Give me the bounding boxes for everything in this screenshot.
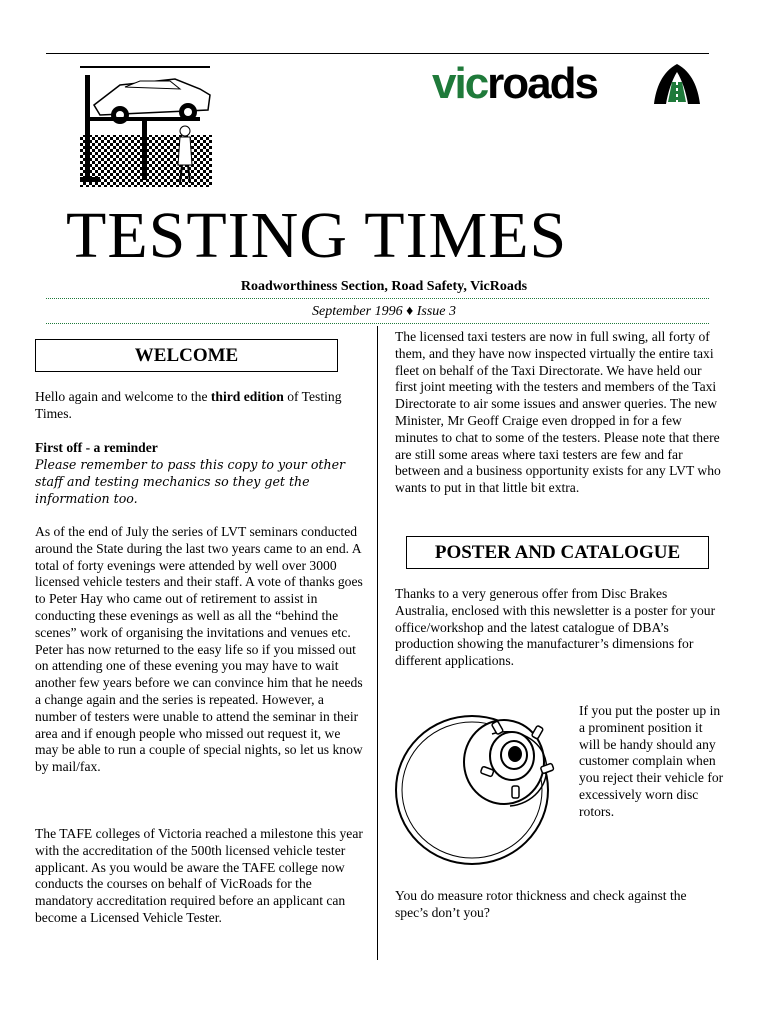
poster-heading: POSTER AND CATALOGUE	[406, 536, 709, 569]
column-divider	[377, 326, 378, 960]
rotor-caption: If you put the poster up in a prominent position it will be handy should any customer complain when you reject their vehicle for excessively worn disc rotors.	[579, 703, 724, 819]
road-emblem-icon	[650, 62, 704, 106]
intro-text-pre: Hello again and welcome to the	[35, 389, 211, 404]
measure-paragraph: You do measure rotor thickness and check against the spec’s don’t you?	[395, 888, 687, 920]
issue-line: September 1996 ♦ Issue 3	[311, 304, 456, 319]
vicroads-logo	[428, 60, 708, 108]
reminder-text: Please remember to pass this copy to your other staff and testing mechanics so they get the information too.	[35, 457, 346, 506]
intro-paragraph	[35, 389, 365, 423]
disc-brake-rotor-illustration	[392, 700, 574, 868]
welcome-heading: WELCOME	[35, 339, 338, 372]
dotted-rule-top	[46, 298, 709, 299]
seminars-paragraph: As of the end of July the series of LVT seminars conducted around the State during the last two years came to an end. A total of forty evenings were attended by well over 3000 licensed vehicle testers and their staff. A vote of thanks goes to Peter Hay who came out of retirement to assist in conducting these evenings as well as all the “behind the scenes” work of organising the invitations and venues etc. Peter has now returned to the easy life so if you missed out on attending one of these evening you may have to wait another few years before we can convince him that he needs a change again and the series is repeated. However, a number of testers were unable to attend the seminar in their area and if enough people who missed out request it, we may be able to run a couple of special nights, so let us know by mail/fax.	[35, 524, 363, 775]
logo-text-vic: vic	[432, 59, 488, 108]
tafe-paragraph: The TAFE colleges of Victoria reached a milestone this year with the accreditation of the 500th licensed vehicle tester applicant. As you would be aware the TAFE college now conducts the courses on behalf of VicRoads for the mandatory accreditation required before an applicant can become a Licensed Vehicle Tester.	[35, 826, 363, 925]
dotted-rule-bottom	[46, 323, 709, 324]
top-rule	[46, 53, 709, 54]
taxi-paragraph: The licensed taxi testers are now in full swing, all forty of them, and they have now inspected virtually the entire taxi fleet on behalf of the Taxi Directorate. We have held our first joint meeting with the testers and members of the Taxi Directorate to air some issues and answer queries. The new Minister, Mr Geoff Craige even dropped in for a few minutes to chat to some of the testers. Please note that there are still some areas where taxi testers are few and far between and a business opportunity exists for any LVT who wants to put in that little bit extra.	[395, 329, 721, 496]
masthead-title: TESTING TIMES	[66, 199, 568, 272]
car-on-hoist-illustration	[80, 65, 212, 187]
masthead-subtitle: Roadworthiness Section, Road Safety, VicRoads	[240, 279, 528, 294]
poster-paragraph: Thanks to a very generous offer from Disc Brakes Australia, enclosed with this newsletter is a poster for your office/workshop and the latest catalogue of DBA’s production showing the manufacturer’s dimensions for different applications.	[395, 586, 716, 669]
intro-text-bold: third edition	[210, 389, 284, 404]
logo-text-roads: roads	[487, 59, 597, 108]
intro-text-post: of Testing Times.	[35, 389, 342, 421]
reminder-heading: First off - a reminder	[35, 440, 158, 455]
